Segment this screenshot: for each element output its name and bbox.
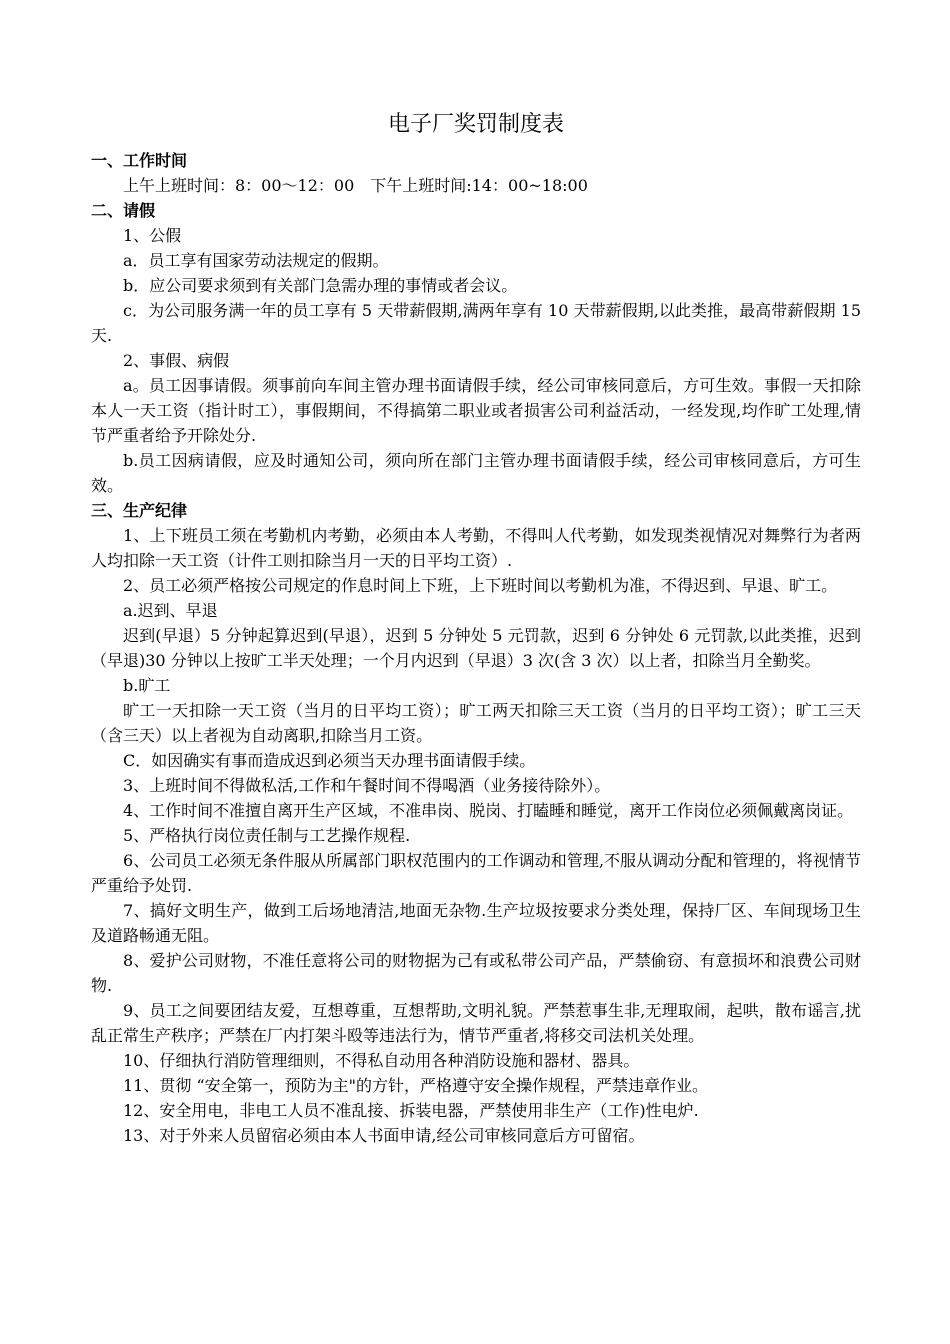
leave-paragraph: c．为公司服务满一年的员工享有 5 天带薪假期,满两年享有 10 天带薪假期,以此类推，最高带薪假期 15 天. <box>91 301 861 345</box>
discipline-paragraph: 迟到(早退）5 分钟起算迟到(早退），迟到 5 分钟处 5 元罚款，迟到 6 分钟处 6 元罚款,以此类推，迟到（早退)30 分钟以上按旷工半天处理；一个月内迟到（早退）3 次(含 3 次）以上者，扣除当月全勤奖。 <box>91 626 861 670</box>
section-heading-leave: 二、请假 <box>91 201 156 220</box>
discipline-paragraph: 旷工一天扣除一天工资（当月的日平均工资）；旷工两天扣除三天工资（当月的日平均工资）；旷工三天（含三天）以上者视为自动离职,扣除当月工资。 <box>91 701 861 745</box>
discipline-paragraph: C．如因确实有事而造成迟到必须当天办理书面请假手续。 <box>123 751 536 770</box>
discipline-paragraph: 2、员工必须严格按公司规定的作息时间上下班，上下班时间以考勤机为准，不得迟到、早退、旷工。 <box>123 576 838 595</box>
document-title: 电子厂奖罚制度表 <box>387 112 564 137</box>
leave-paragraph: a。员工因事请假。须事前向车间主管办理书面请假手续，经公司审核同意后，方可生效。事假一天扣除本人一天工资（指计时工），事假期间，不得搞第二职业或者损害公司利益活动，一经发现,均作旷工处理,情节严重者给予开除处分. <box>91 376 861 445</box>
leave-paragraph: 2、事假、病假 <box>123 351 230 370</box>
discipline-paragraph: 13、对于外来人员留宿必须由本人书面申请,经公司审核同意后方可留宿。 <box>123 1126 645 1145</box>
leave-paragraph: 1、公假 <box>123 226 182 245</box>
discipline-paragraph: 12、安全用电，非电工人员不准乱接、拆装电器，严禁使用非生产（工作)性电炉. <box>123 1101 699 1120</box>
discipline-paragraph: 8、爱护公司财物，不准任意将公司的财物据为己有或私带公司产品，严禁偷窃、有意损坏和浪费公司财物. <box>91 951 861 995</box>
section-heading-work-hours: 一、工作时间 <box>91 151 188 170</box>
discipline-paragraph: 4、工作时间不准擅自离开生产区域，不准串岗、脱岗、打瞌睡和睡觉，离开工作岗位必须佩戴离岗证。 <box>123 801 854 820</box>
section-heading-discipline: 三、生产纪律 <box>91 501 188 520</box>
discipline-paragraph: 3、上班时间不得做私活,工作和午餐时间不得喝酒（业务接待除外）。 <box>123 776 611 795</box>
discipline-paragraph: 7、搞好文明生产，做到工后场地清洁,地面无杂物.生产垃圾按要求分类处理，保持厂区、车间现场卫生及道路畅通无阻。 <box>91 901 861 945</box>
discipline-paragraph: 5、严格执行岗位责任制与工艺操作规程. <box>123 826 411 845</box>
discipline-paragraph: 11、贯彻 “安全第一，预防为主"的方针，严格遵守安全操作规程，严禁违章作业。 <box>123 1076 708 1095</box>
discipline-paragraph: 10、仔细执行消防管理细则，不得私自动用各种消防设施和器材、器具。 <box>123 1051 640 1070</box>
discipline-paragraph: 1、上下班员工须在考勤机内考勤，必须由本人考勤，不得叫人代考勤，如发现类视情况对舞弊行为者两人均扣除一天工资（计件工则扣除当月一天的日平均工资）. <box>91 526 861 570</box>
leave-paragraph: b.员工因病请假，应及时通知公司，须向所在部门主管办理书面请假手续，经公司审核同意后，方可生效。 <box>91 451 861 495</box>
discipline-paragraph: b.旷工 <box>123 676 171 695</box>
document-page <box>91 100 861 1148</box>
discipline-paragraph: 9、员工之间要团结友爱，互想尊重，互想帮助,文明礼貌。严禁惹事生非,无理取闹，起哄，散布谣言,扰乱正常生产秩序；严禁在厂内打架斗殴等违法行为，情节严重者,将移交司法机关处理。 <box>91 1001 861 1045</box>
discipline-paragraph: a.迟到、早退 <box>123 601 218 620</box>
discipline-paragraph: 6、公司员工必须无条件服从所属部门职权范围内的工作调动和管理,不服从调动分配和管理的，将视情节严重给予处罚. <box>91 851 861 895</box>
work-hours-line: 上午上班时间：8：00～12：00 下午上班时间:14：00~18:00 <box>123 176 588 195</box>
leave-paragraph: a．员工享有国家劳动法规定的假期。 <box>123 251 389 270</box>
leave-paragraph: b．应公司要求须到有关部门急需办理的事情或者会议。 <box>123 276 518 295</box>
